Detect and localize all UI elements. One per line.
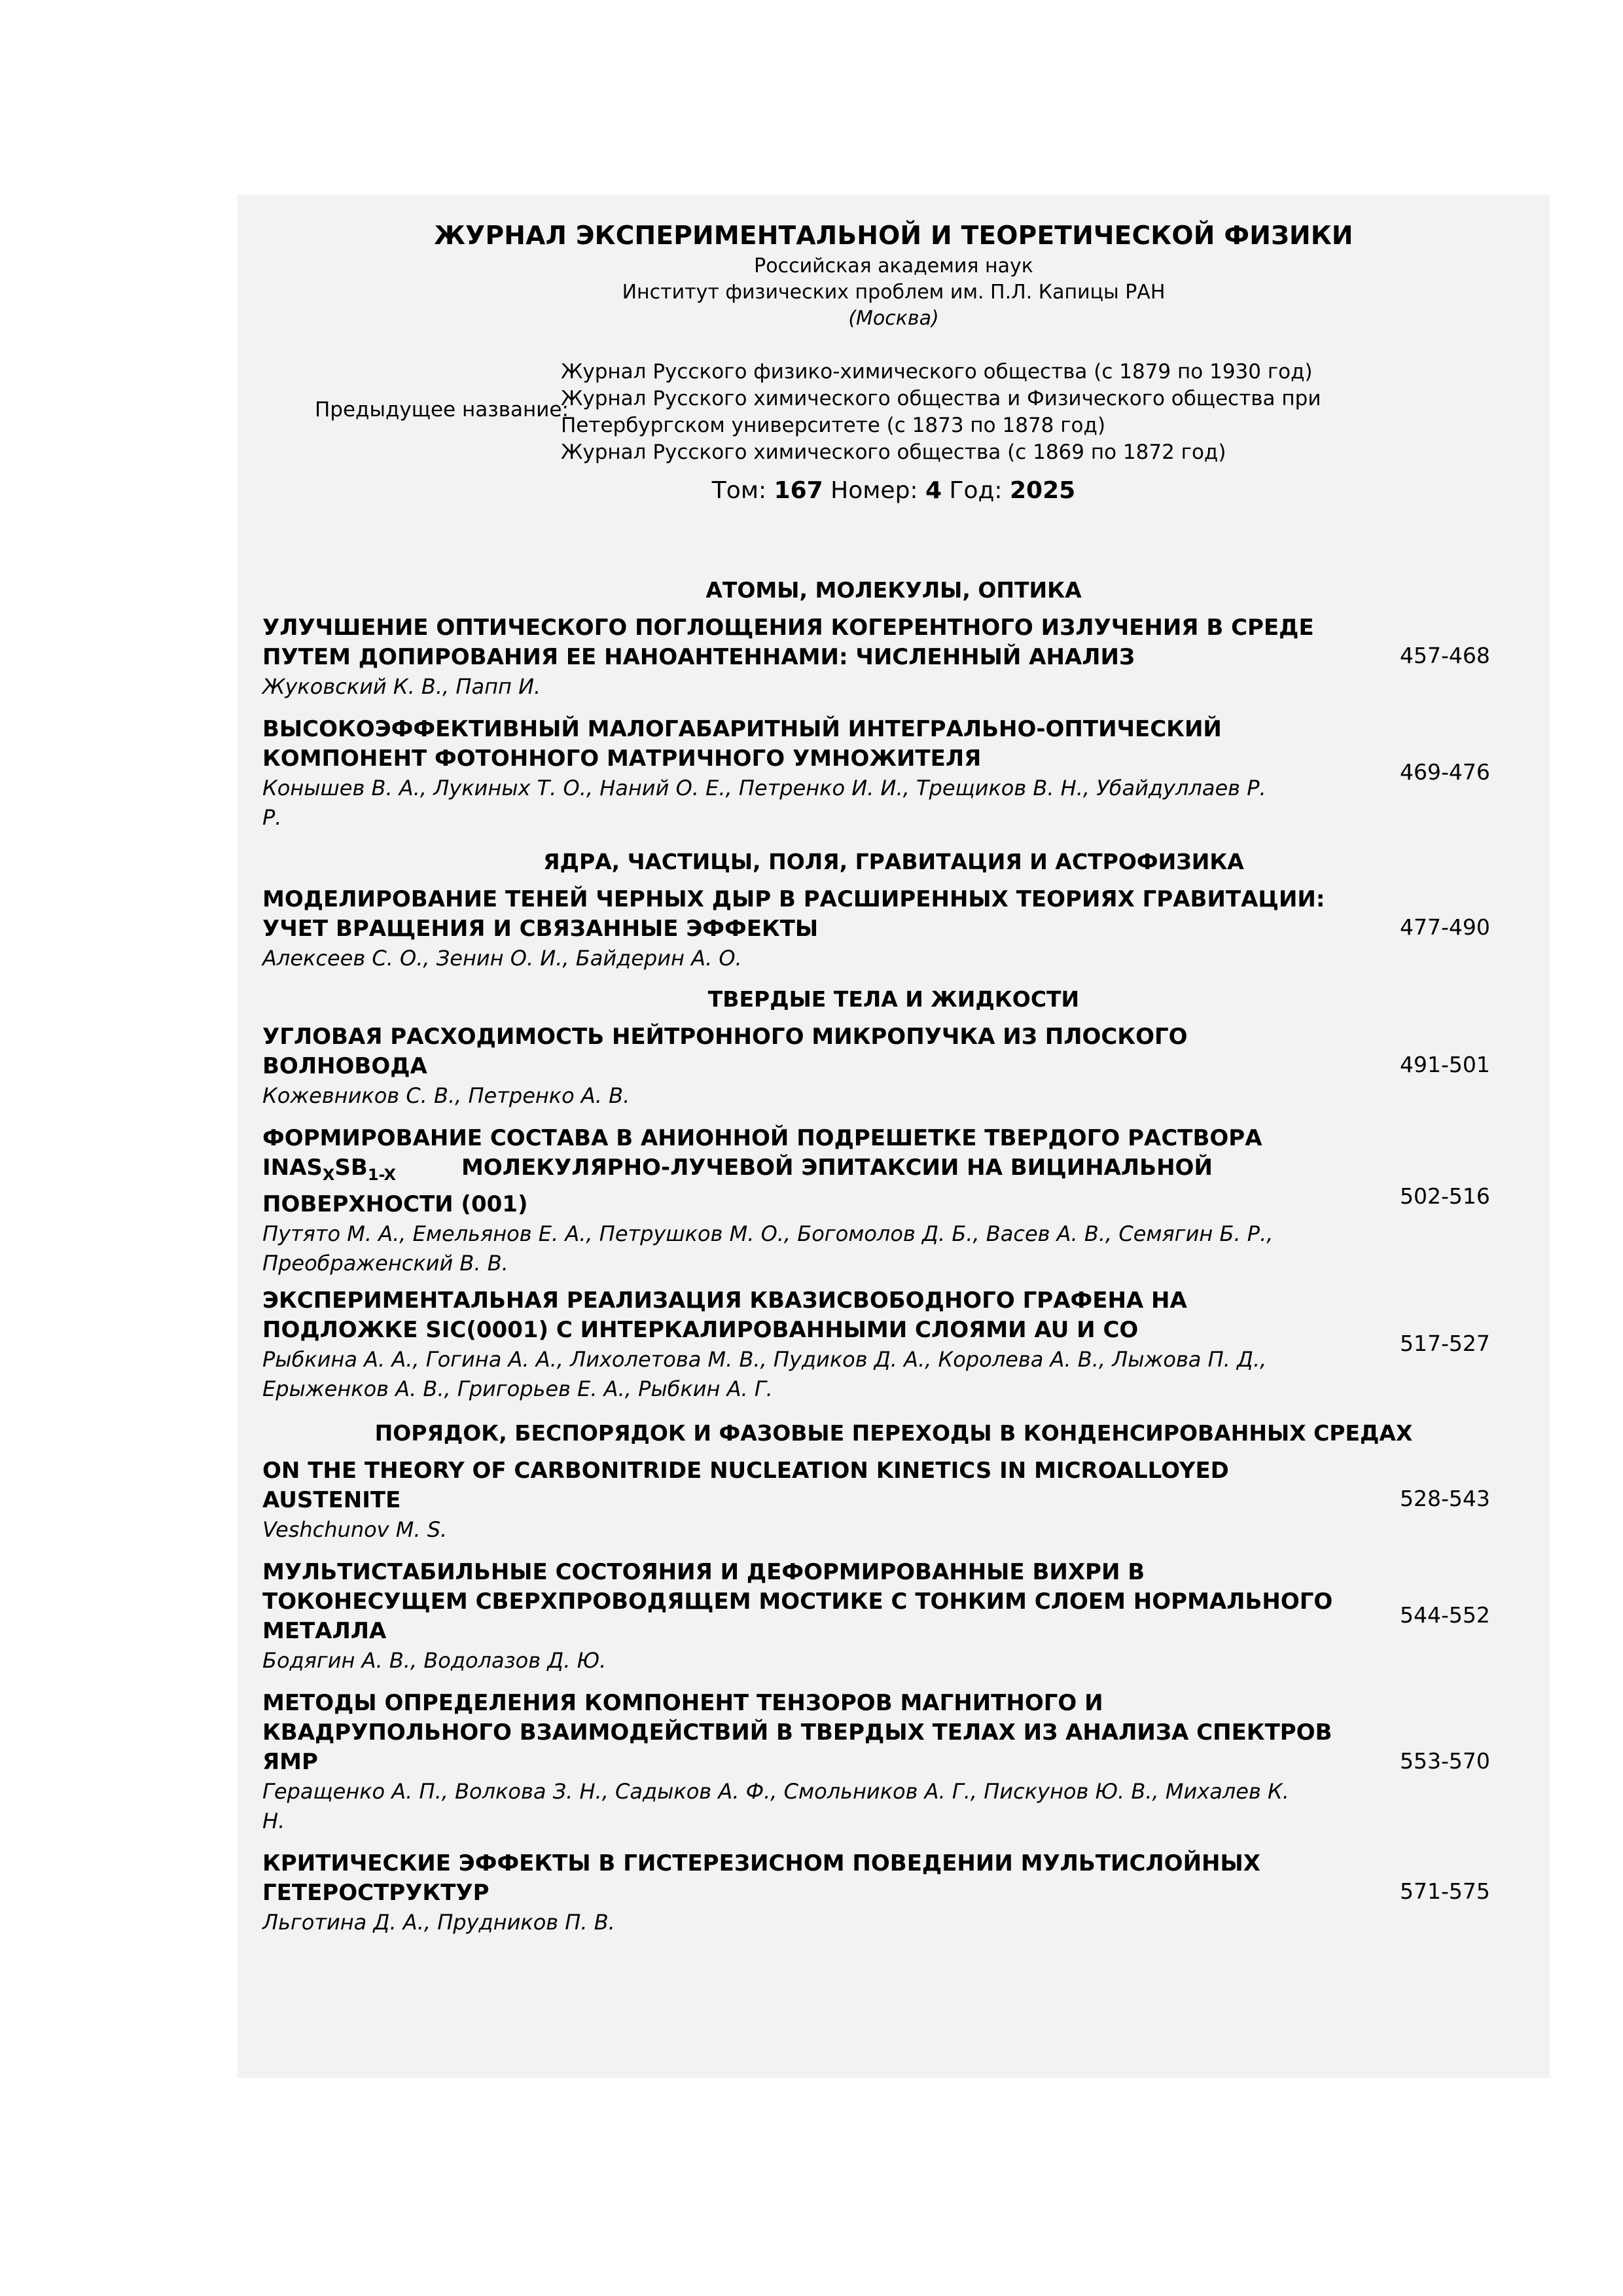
article-title-line: ПОДЛОЖКЕ SIC(0001) С ИНТЕРКАЛИРОВАННЫМИ СЛОЯМИ AU И CO	[262, 1317, 1139, 1343]
authors-line: Ерыженков А. В., Григорьев Е. А., Рыбкин А. Г.	[262, 1376, 773, 1401]
previous-name: Петербургском университете (с 1873 по 1878 год)	[561, 414, 1106, 437]
previous-name: Журнал Русского химического общества и Физического общества при	[561, 387, 1321, 410]
article-title[interactable]	[262, 1124, 1375, 1219]
article-pages: 544-552	[1400, 1602, 1490, 1628]
section-heading: ПОРЯДОК, БЕСПОРЯДОК И ФАЗОВЫЕ ПЕРЕХОДЫ В КОНДЕНСИРОВАННЫХ СРЕДАХ	[374, 1420, 1413, 1446]
article-pages: 502-516	[1400, 1183, 1490, 1209]
authors-line: Конышев В. А., Лукиных Т. О., Наний О. Е., Петренко И. И., Трещиков В. Н., Убайдуллаев Р.	[262, 776, 1266, 800]
article-title-line: ПОВЕРХНОСТИ (001)	[262, 1191, 528, 1217]
article-pages: 528-543	[1400, 1486, 1490, 1511]
article-authors	[262, 672, 1375, 702]
authors-line: Льготина Д. А., Прудников П. В.	[262, 1910, 615, 1935]
article-entry	[262, 1124, 1561, 1278]
article-pages: 491-501	[1400, 1052, 1490, 1077]
authors-line: Жуковский К. В., Папп И.	[262, 674, 541, 699]
article-pages: 477-490	[1400, 914, 1490, 940]
article-entry	[262, 1286, 1561, 1404]
article-title-line: ON THE THEORY OF CARBONITRIDE NUCLEATION KINETICS IN MICROALLOYED	[262, 1458, 1229, 1484]
article-pages: 517-527	[1400, 1331, 1490, 1356]
authors-line: Н.	[262, 1808, 285, 1833]
journal-issue-panel	[238, 194, 1550, 2078]
authors-line: Преображенский В. В.	[262, 1250, 508, 1276]
article-entry	[262, 1689, 1561, 1836]
article-title-line: ВОЛНОВОДА	[262, 1053, 427, 1079]
article-title-line: AUSTENITE	[262, 1487, 401, 1513]
article-title[interactable]	[262, 1286, 1375, 1345]
article-title[interactable]	[262, 715, 1375, 774]
article-title-line: ЭКСПЕРИМЕНТАЛЬНАЯ РЕАЛИЗАЦИЯ КВАЗИСВОБОДНОГО ГРАФЕНА НА	[262, 1287, 1187, 1314]
article-title-line: ТОКОНЕСУЩЕМ СВЕРХПРОВОДЯЩЕМ МОСТИКЕ С ТОНКИМ СЛОЕМ НОРМАЛЬНОГО	[262, 1588, 1333, 1615]
article-entry	[262, 613, 1561, 702]
formula-part: INAS	[262, 1155, 323, 1181]
volume-label: Том:	[711, 477, 767, 504]
article-title-line: УГЛОВАЯ РАСХОДИМОСТЬ НЕЙТРОННОГО МИКРОПУЧКА ИЗ ПЛОСКОГО	[262, 1024, 1188, 1050]
section-heading: ТВЕРДЫЕ ТЕЛА И ЖИДКОСТИ	[707, 986, 1080, 1012]
authors-line: Алексеев С. О., Зенин О. И., Байдерин А. О.	[262, 946, 742, 971]
article-title-line: ЯМР	[262, 1749, 318, 1775]
previous-names-label: Предыдущее название:	[315, 398, 569, 422]
city: (Москва)	[848, 307, 939, 330]
formula-subscript: 1-X	[367, 1165, 397, 1184]
article-title-line: МОДЕЛИРОВАНИЕ ТЕНЕЙ ЧЕРНЫХ ДЫР В РАСШИРЕННЫХ ТЕОРИЯХ ГРАВИТАЦИИ:	[262, 886, 1325, 912]
article-entry	[262, 1022, 1561, 1111]
article-entry	[262, 715, 1561, 833]
article-entry	[262, 885, 1561, 973]
article-title[interactable]	[262, 885, 1375, 944]
article-authors	[262, 1345, 1375, 1404]
formula-part: SB	[334, 1155, 368, 1181]
article-authors	[262, 944, 1375, 973]
article-title-line: ФОРМИРОВАНИЕ СОСТАВА В АНИОННОЙ ПОДРЕШЕТКЕ ТВЕРДОГО РАСТВОРА	[262, 1125, 1262, 1151]
article-title-line: ВЫСОКОЭФФЕКТИВНЫЙ МАЛОГАБАРИТНЫЙ ИНТЕГРАЛЬНО-ОПТИЧЕСКИЙ	[262, 716, 1222, 742]
article-authors	[262, 1908, 1375, 1937]
article-title-formula-line	[262, 1153, 1375, 1190]
article-title-line: МУЛЬТИСТАБИЛЬНЫЕ СОСТОЯНИЯ И ДЕФОРМИРОВАННЫЕ ВИХРИ В	[262, 1559, 1145, 1585]
article-authors	[262, 1515, 1375, 1545]
article-authors	[262, 774, 1375, 833]
previous-name: Журнал Русского физико-химического общества (с 1879 по 1930 год)	[561, 360, 1313, 384]
article-title[interactable]	[262, 1022, 1375, 1081]
article-entry	[262, 1456, 1561, 1545]
previous-name: Журнал Русского химического общества (с 1869 по 1872 год)	[561, 440, 1226, 464]
section-heading: АТОМЫ, МОЛЕКУЛЫ, ОПТИКА	[705, 577, 1082, 603]
publisher: Российская академия наук	[754, 255, 1033, 278]
article-title-line: МЕТАЛЛА	[262, 1618, 387, 1644]
article-authors	[262, 1777, 1375, 1836]
authors-line: Veshchunov M. S.	[262, 1517, 448, 1542]
volume-value: 167	[774, 477, 823, 504]
article-title-line: МОЛЕКУЛЯРНО-ЛУЧЕВОЙ ЭПИТАКСИИ НА ВИЦИНАЛЬНОЙ	[461, 1155, 1213, 1181]
authors-line: Бодягин А. В., Водолазов Д. Ю.	[262, 1648, 607, 1673]
article-authors	[262, 1219, 1375, 1278]
article-title-line: УЧЕТ ВРАЩЕНИЯ И СВЯЗАННЫЕ ЭФФЕКТЫ	[262, 916, 819, 942]
authors-line: Р.	[262, 805, 282, 830]
number-label: Номер:	[830, 477, 918, 504]
institute: Институт физических проблем им. П.Л. Капицы РАН	[622, 281, 1166, 304]
article-title[interactable]	[262, 1456, 1375, 1515]
article-pages: 457-468	[1400, 643, 1490, 668]
article-pages: 469-476	[1400, 759, 1490, 785]
article-title[interactable]	[262, 1689, 1375, 1777]
year-label: Год:	[949, 477, 1003, 504]
article-title-line: КВАДРУПОЛЬНОГО ВЗАИМОДЕЙСТВИЙ В ТВЕРДЫХ ТЕЛАХ ИЗ АНАЛИЗА СПЕКТРОВ	[262, 1719, 1332, 1746]
article-pages: 553-570	[1400, 1748, 1490, 1774]
authors-line: Геращенко А. П., Волкова З. Н., Садыков А. Ф., Смольников А. Г., Пискунов Ю. В., Михалев К.	[262, 1779, 1289, 1804]
article-title-line: УЛУЧШЕНИЕ ОПТИЧЕСКОГО ПОГЛОЩЕНИЯ КОГЕРЕНТНОГО ИЗЛУЧЕНИЯ В СРЕДЕ	[262, 615, 1314, 641]
year-value: 2025	[1009, 477, 1076, 504]
article-title-line: КОМПОНЕНТ ФОТОННОГО МАТРИЧНОГО УМНОЖИТЕЛЯ	[262, 745, 982, 772]
journal-title: ЖУРНАЛ ЭКСПЕРИМЕНТАЛЬНОЙ И ТЕОРЕТИЧЕСКОЙ ФИЗИКИ	[434, 221, 1353, 251]
number-value: 4	[925, 477, 942, 504]
previous-names-list	[561, 359, 1321, 466]
article-title-line: КРИТИЧЕСКИЕ ЭФФЕКТЫ В ГИСТЕРЕЗИСНОМ ПОВЕДЕНИИ МУЛЬТИСЛОЙНЫХ	[262, 1850, 1260, 1876]
article-title[interactable]	[262, 1558, 1375, 1646]
article-title-line: МЕТОДЫ ОПРЕДЕЛЕНИЯ КОМПОНЕНТ ТЕНЗОРОВ МАГНИТНОГО И	[262, 1690, 1103, 1716]
article-title-line: ГЕТЕРОСТРУКТУР	[262, 1880, 490, 1906]
article-authors	[262, 1081, 1375, 1111]
article-authors	[262, 1646, 1375, 1676]
article-entry	[262, 1849, 1561, 1937]
article-title[interactable]	[262, 1849, 1375, 1908]
authors-line: Путято М. А., Емельянов Е. А., Петрушков М. О., Богомолов Д. Б., Васев А. В., Семягин Б. Р.,	[262, 1221, 1274, 1246]
issue-info	[238, 477, 1550, 504]
article-title[interactable]	[262, 613, 1375, 672]
section-heading: ЯДРА, ЧАСТИЦЫ, ПОЛЯ, ГРАВИТАЦИЯ И АСТРОФИЗИКА	[543, 849, 1244, 874]
authors-line: Рыбкина А. А., Гогина А. А., Лихолетова М. В., Пудиков Д. А., Королева А. В., Лыжова П. Д.,	[262, 1347, 1267, 1372]
authors-line: Кожевников С. В., Петренко А. В.	[262, 1083, 630, 1108]
article-pages: 571-575	[1400, 1878, 1490, 1904]
formula-subscript: X	[322, 1165, 335, 1184]
article-title-line: ПУТЕМ ДОПИРОВАНИЯ ЕЕ НАНОАНТЕННАМИ: ЧИСЛЕННЫЙ АНАЛИЗ	[262, 644, 1135, 670]
article-entry	[262, 1558, 1561, 1676]
